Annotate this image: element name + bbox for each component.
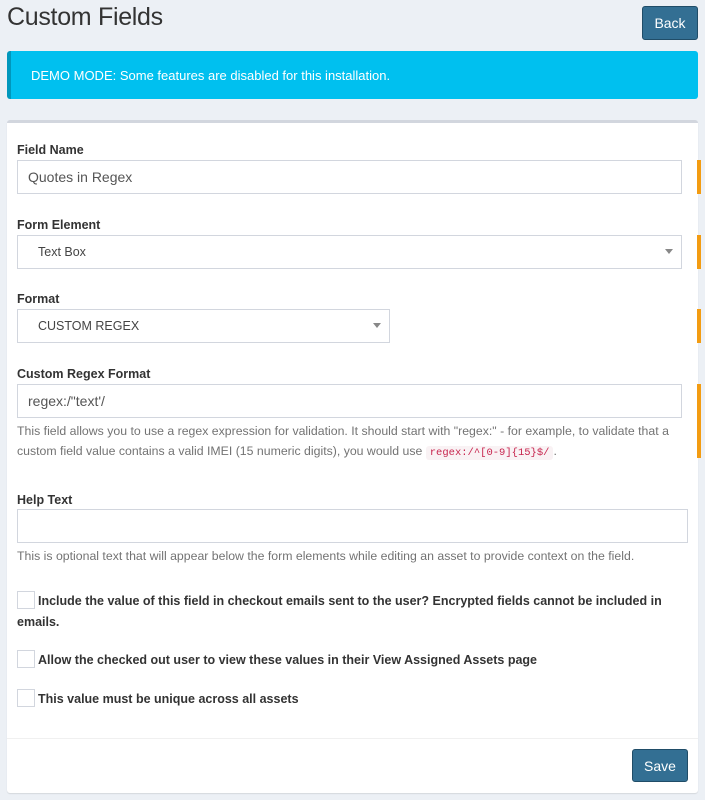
format-selected: CUSTOM REGEX (38, 319, 140, 333)
format-label: Format (17, 292, 60, 306)
checkbox-row-unique (17, 689, 677, 710)
required-indicator (697, 160, 701, 194)
chevron-down-icon (665, 249, 673, 254)
unique-value-checkbox[interactable] (17, 689, 35, 707)
custom-regex-value: regex:/"text'/ (28, 393, 105, 409)
form-element-select[interactable] (17, 235, 682, 269)
required-indicator (697, 309, 701, 343)
format-select[interactable] (17, 309, 390, 343)
checkbox-label: Include the value of this field in checkout emails sent to the user? Encrypted fields cannot be included in emails. (17, 594, 662, 629)
checkbox-row-show-in-requestable (17, 650, 677, 671)
help-text: This field allows you to use a regex expression for validation. It should start with "regex:" - for example, to validate that a custom field value contains a valid IMEI (15 numeric digits), you would use (17, 424, 669, 458)
custom-regex-label: Custom Regex Format (17, 367, 151, 381)
checkbox-label: This value must be unique across all assets (38, 692, 299, 706)
page-title: Custom Fields (7, 3, 163, 31)
help-text: . (553, 444, 557, 458)
demo-mode-alert (7, 51, 698, 99)
save-button[interactable]: Save (632, 749, 688, 782)
checkbox-label: Allow the checked out user to view these values in their View Assigned Assets page (38, 653, 537, 667)
chevron-down-icon (373, 323, 381, 328)
custom-regex-input[interactable] (17, 384, 682, 418)
show-in-view-assigned-checkbox[interactable] (17, 650, 35, 668)
field-name-value: Quotes in Regex (28, 169, 133, 185)
back-button[interactable]: Back (642, 6, 698, 40)
help-text-help: This is optional text that will appear below the form elements while editing an asset to provide context on the field. (17, 549, 635, 563)
form-footer (7, 738, 698, 793)
include-in-email-checkbox[interactable] (17, 591, 35, 609)
custom-regex-help (17, 421, 687, 463)
checkbox-row-include-in-email (17, 591, 677, 633)
form-element-label: Form Element (17, 218, 101, 232)
demo-mode-alert-text: DEMO MODE: Some features are disabled for this installation. (31, 67, 391, 83)
field-name-input[interactable] (17, 160, 682, 194)
required-indicator (697, 235, 701, 269)
custom-field-form (7, 120, 698, 793)
help-text-input[interactable] (17, 509, 688, 543)
regex-example-code: regex:/^[0-9]{15}$/ (426, 446, 554, 460)
field-name-label: Field Name (17, 143, 84, 157)
required-indicator (697, 384, 701, 458)
form-element-selected: Text Box (38, 245, 86, 259)
help-text-label: Help Text (17, 493, 73, 507)
